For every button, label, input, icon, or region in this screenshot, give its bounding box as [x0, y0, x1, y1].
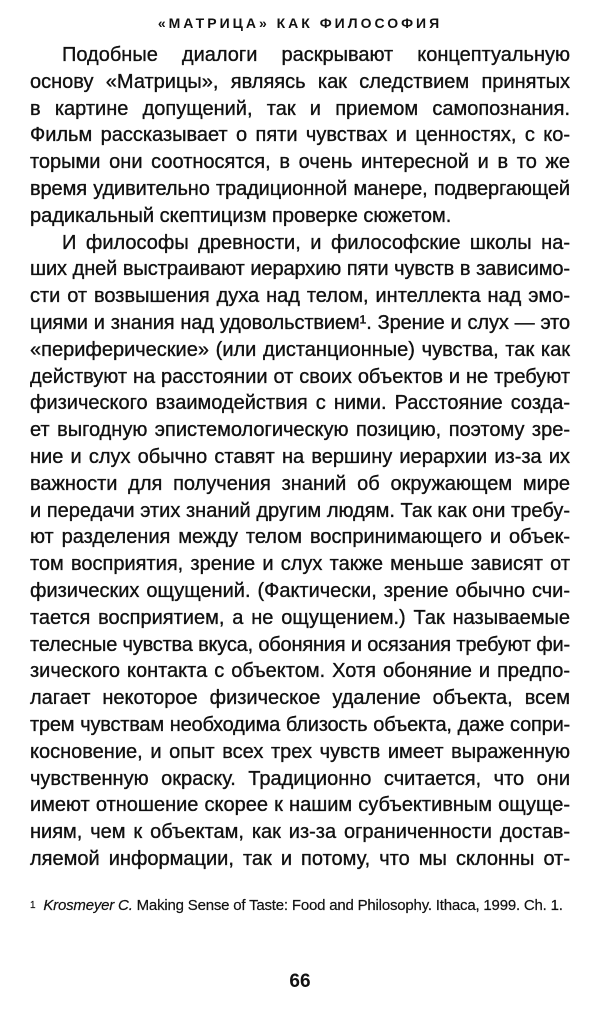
text-line: зического контакта с объектом. Хотя обоняние и предпо- — [30, 660, 570, 683]
text-line: Фильм рассказывает о пяти чувствах и ценностях, с ко- — [30, 124, 570, 147]
text-line: Подобные диалоги раскрывают концептуальную — [62, 44, 570, 66]
text-line: в картине допущений, так и приемом самопознания. — [30, 97, 570, 120]
text-line: имеют отношение скорее к нашим субъективным ощуще- — [30, 794, 570, 817]
text-line: основу «Матрицы», являясь как следствием принятых — [30, 70, 570, 93]
text-line: ет выгодную эпистемологическую позицию, поэтому зре- — [30, 419, 570, 442]
text-line: телесные чувства вкуса, обоняния и осязания требуют фи- — [30, 633, 570, 656]
running-head: «МАТРИЦА» КАК ФИЛОСОФИЯ — [157, 15, 443, 31]
text-line: лагает некоторое физическое удаление объекта, всем — [30, 687, 570, 710]
text-line: ляемой информации, так и потому, что мы склонны от- — [30, 847, 570, 870]
footnote-text: Making Sense of Taste: Food and Philosophy. Ithaca, 1999. Ch. 1. — [136, 897, 563, 914]
footnote — [30, 896, 570, 916]
body-text — [30, 42, 570, 873]
text-line: время удивительно традиционной манере, подвергающей — [30, 177, 570, 200]
text-line: ют разделения между телом воспринимающего и объек- — [30, 526, 570, 549]
text-line: радикальный скептицизм проверке сюжетом. — [30, 204, 452, 227]
text-line: чувственную окраску. Традиционно считается, что они — [30, 767, 570, 790]
text-line: физических ощущений. (Фактически, зрение обычно счи- — [30, 579, 570, 602]
text-line: торыми они соотносятся, в очень интересной и в то же — [30, 151, 570, 174]
text-line: том восприятия, зрение и слух также меньше зависят от — [30, 553, 570, 576]
text-line: сти от возвышения духа над телом, интеллекта над эмо- — [30, 285, 570, 308]
text-line: И философы древности, и философские школы на- — [62, 231, 570, 254]
text-line: физического взаимодействия с ними. Расстояние созда- — [30, 392, 570, 415]
paragraph-2 — [30, 230, 570, 873]
text-line: тается восприятием, а не ощущением.) Так называемые — [30, 606, 570, 629]
text-line: и передачи этих знаний другим людям. Так как они требу- — [30, 499, 570, 522]
footnote-mark: 1 — [30, 900, 36, 911]
text-line: действуют на расстоянии от своих объектов и не требуют — [30, 365, 570, 388]
text-line: циями и знания над удовольствием¹. Зрение и слух — это — [30, 311, 570, 334]
text-line: косновение, и опыт всех трех чувств имеет выраженную — [30, 740, 570, 763]
text-line: ших дней выстраивают иерархию пяти чувств в зависимо- — [30, 258, 570, 281]
text-line: трем чувствам необходима близость объекта, даже сопри- — [30, 713, 570, 736]
text-line: «периферические» (или дистанционные) чувства, так как — [30, 338, 570, 361]
text-line: ние и слух обычно ставят на вершину иерархии из-за их — [30, 445, 570, 468]
text-line: ниям, чем к объектам, как из-за ограниченности достав- — [30, 821, 570, 844]
page-number: 66 — [289, 971, 311, 992]
text-line: важности для получения знаний об окружающем мире — [30, 472, 570, 495]
paragraph-1 — [30, 42, 570, 230]
footnote-author: Krosmeyer C. — [43, 897, 133, 914]
